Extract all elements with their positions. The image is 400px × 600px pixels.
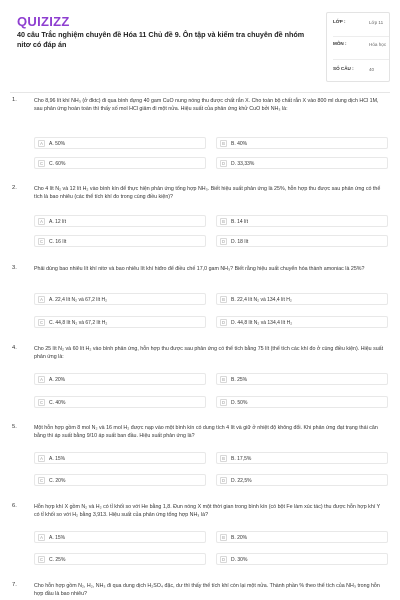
- question-7: [12, 582, 390, 600]
- option-text: D. 30%: [231, 556, 248, 563]
- question-number: 1.: [12, 97, 17, 103]
- option-a[interactable]: [34, 215, 206, 227]
- option-d[interactable]: [216, 474, 388, 486]
- option-text: A. 15%: [49, 455, 66, 462]
- header-divider: [10, 92, 390, 93]
- option-text: A. 15%: [49, 534, 66, 541]
- option-letter: C: [39, 239, 44, 244]
- option-letter: C: [39, 557, 44, 562]
- option-d[interactable]: [216, 316, 388, 328]
- question-number: 7.: [12, 582, 17, 588]
- question-text: Cho 4 lít N₂ và 12 lít H₂ vào bình kín để thực hiện phản ứng tổng hợp NH₃. Biết hiệu suất phản ứng là 25%, hỗn hợp thu được sau phản ứng có thể tích là bao nhiêu (các thể tích khí đo trong cùng điều kiện)?: [34, 186, 381, 200]
- question-number: 4.: [12, 345, 17, 351]
- question-5: [12, 424, 390, 494]
- option-b[interactable]: [216, 531, 388, 543]
- question-text: Hỗn hợp khí X gồm N₂ và H₂ có tỉ khối so với He bằng 1,8. Đun nóng X một thời gian trong bình kín (có bột Fe làm xúc tác) thu được hỗn hợp khí Y có tỉ khối so với H₂ bằng 3,913. Hiệu suất của phản ứng tổng hợp NH₃ là?: [34, 504, 381, 518]
- option-letter: D: [221, 400, 226, 405]
- option-c[interactable]: [34, 553, 206, 565]
- question-6: [12, 503, 390, 573]
- option-letter: D: [221, 557, 226, 562]
- count-label: SỐ CÂU :: [333, 66, 354, 71]
- question-number: 6.: [12, 503, 17, 509]
- option-text: C. 25%: [49, 556, 66, 563]
- option-letter: B: [220, 376, 227, 383]
- option-b[interactable]: [216, 293, 388, 305]
- option-text: A. 20%: [49, 376, 66, 383]
- subject-label: MÔN :: [333, 41, 347, 46]
- option-c[interactable]: [34, 316, 206, 328]
- option-text: A. 50%: [49, 140, 66, 147]
- question-number: 2.: [12, 185, 17, 191]
- option-text: C. 60%: [49, 160, 66, 167]
- option-letter: C: [39, 478, 44, 483]
- option-a[interactable]: [34, 531, 206, 543]
- option-text: A. 12 lít: [49, 218, 66, 225]
- question-1: [12, 97, 390, 175]
- option-c[interactable]: [34, 157, 206, 169]
- meta-divider: [333, 59, 389, 60]
- option-a[interactable]: [34, 373, 206, 385]
- subject-value: Hóa học: [369, 42, 387, 47]
- question-text: Cho 25 lít N₂ và 60 lít H₂ vào bình phản ứng, hỗn hợp thu được sau phản ứng có thể tích bằng 75 lít (thể tích các khí đo ở cùng điều kiện). Hiệu suất phản ứng là:: [34, 346, 384, 360]
- option-text: D. 33,33%: [231, 160, 255, 167]
- option-letter: C: [39, 320, 44, 325]
- option-letter: A: [38, 534, 45, 541]
- option-a[interactable]: [34, 137, 206, 149]
- question-text: Cho hỗn hợp gồm N₂, H₂, NH₃ đi qua dung dịch H₂SO₄ đặc, dư thì thấy thể tích khí còn lại một nửa. Thành phần % theo thể tích của NH₃ trong hỗn hợp đầu là bao nhiêu?: [34, 583, 380, 597]
- option-a[interactable]: [34, 293, 206, 305]
- question-text: Phải dùng bao nhiêu lít khí nitơ và bao nhiêu lít khí hiđro để điều chế 17,0 gam NH₃? Biết rằng hiệu suất chuyển hóa thành amoniac là 25%?: [34, 266, 365, 272]
- worksheet-title: 40 câu Trắc nghiệm chuyên đề Hóa 11 Chủ đề 9. Ôn tập và kiểm tra chuyên đề nhóm nitơ có đáp án: [17, 30, 305, 49]
- option-text: B. 25%: [231, 376, 248, 383]
- option-letter: A: [38, 140, 45, 147]
- question-text: Một hỗn hợp gồm 8 mol N₂ và 16 mol H₂ được nạp vào một bình kín có dung tích 4 lít và giữ ở nhiệt độ không đổi. Khi phản ứng đạt trạng thái cân bằng thì áp suất bằng 9/10 áp suất ban đầu. Hiệu suất phản ứng là?: [34, 425, 378, 439]
- meta-divider: [333, 36, 389, 37]
- option-text: D. 44,8 lít N₂ và 134,4 lít H₂: [231, 319, 293, 326]
- option-text: B. 40%: [231, 140, 248, 147]
- option-text: C. 40%: [49, 399, 66, 406]
- option-text: B. 14 lít: [231, 218, 248, 225]
- option-c[interactable]: [34, 396, 206, 408]
- question-4: [12, 345, 390, 415]
- option-text: D. 22,5%: [231, 477, 252, 484]
- class-label: LỚP :: [333, 19, 346, 24]
- option-d[interactable]: [216, 235, 388, 247]
- option-letter: D: [221, 320, 226, 325]
- option-text: C. 44,8 lít N₂ và 67,2 lít H₂: [49, 319, 108, 326]
- meta-info-box: [326, 12, 390, 82]
- quizizz-logo: QUIZIZZ: [17, 14, 70, 29]
- count-value: 40: [369, 67, 375, 72]
- option-letter: B: [220, 140, 227, 147]
- question-number: 5.: [12, 424, 17, 430]
- option-letter: B: [220, 455, 227, 462]
- class-value: Lớp 11: [369, 20, 384, 25]
- question-2: [12, 185, 390, 255]
- option-letter: C: [39, 400, 44, 405]
- question-3: [12, 265, 390, 337]
- option-letter: A: [38, 296, 45, 303]
- option-text: D. 50%: [231, 399, 248, 406]
- option-letter: B: [220, 218, 227, 225]
- worksheet-header: [0, 0, 400, 84]
- option-letter: A: [38, 455, 45, 462]
- option-d[interactable]: [216, 553, 388, 565]
- option-a[interactable]: [34, 452, 206, 464]
- question-number: 3.: [12, 265, 17, 271]
- option-d[interactable]: [216, 157, 388, 169]
- question-text: Cho 8,96 lít khí NH₃ (ở đktc) đi qua bình đựng 40 gam CuO nung nóng thu được chất rắn X. Cho toàn bộ chất rắn X vào 800 ml dung dịch HCl 1M, sau phản ứng hoàn toàn thì thấy số mol HCl giảm đi một nửa. Hiệu suất của phản ứng khử CuO bởi NH₃ là:: [34, 98, 379, 112]
- option-b[interactable]: [216, 215, 388, 227]
- option-text: A. 22,4 lít N₂ và 67,2 lít H₂: [49, 296, 108, 303]
- option-letter: C: [39, 161, 44, 166]
- option-text: C. 16 lít: [49, 238, 67, 245]
- option-letter: B: [220, 296, 227, 303]
- option-b[interactable]: [216, 452, 388, 464]
- option-letter: D: [221, 239, 226, 244]
- option-text: D. 18 lít: [231, 238, 249, 245]
- option-letter: A: [38, 376, 45, 383]
- option-b[interactable]: [216, 137, 388, 149]
- option-text: B. 22,4 lít N₂ và 134,4 lít H₂: [231, 296, 292, 303]
- option-text: B. 17,5%: [231, 455, 252, 462]
- option-text: B. 20%: [231, 534, 248, 541]
- option-c[interactable]: [34, 235, 206, 247]
- option-letter: D: [221, 478, 226, 483]
- option-letter: B: [220, 534, 227, 541]
- option-c[interactable]: [34, 474, 206, 486]
- option-letter: A: [38, 218, 45, 225]
- option-d[interactable]: [216, 396, 388, 408]
- option-text: C. 20%: [49, 477, 66, 484]
- option-b[interactable]: [216, 373, 388, 385]
- option-letter: D: [221, 161, 226, 166]
